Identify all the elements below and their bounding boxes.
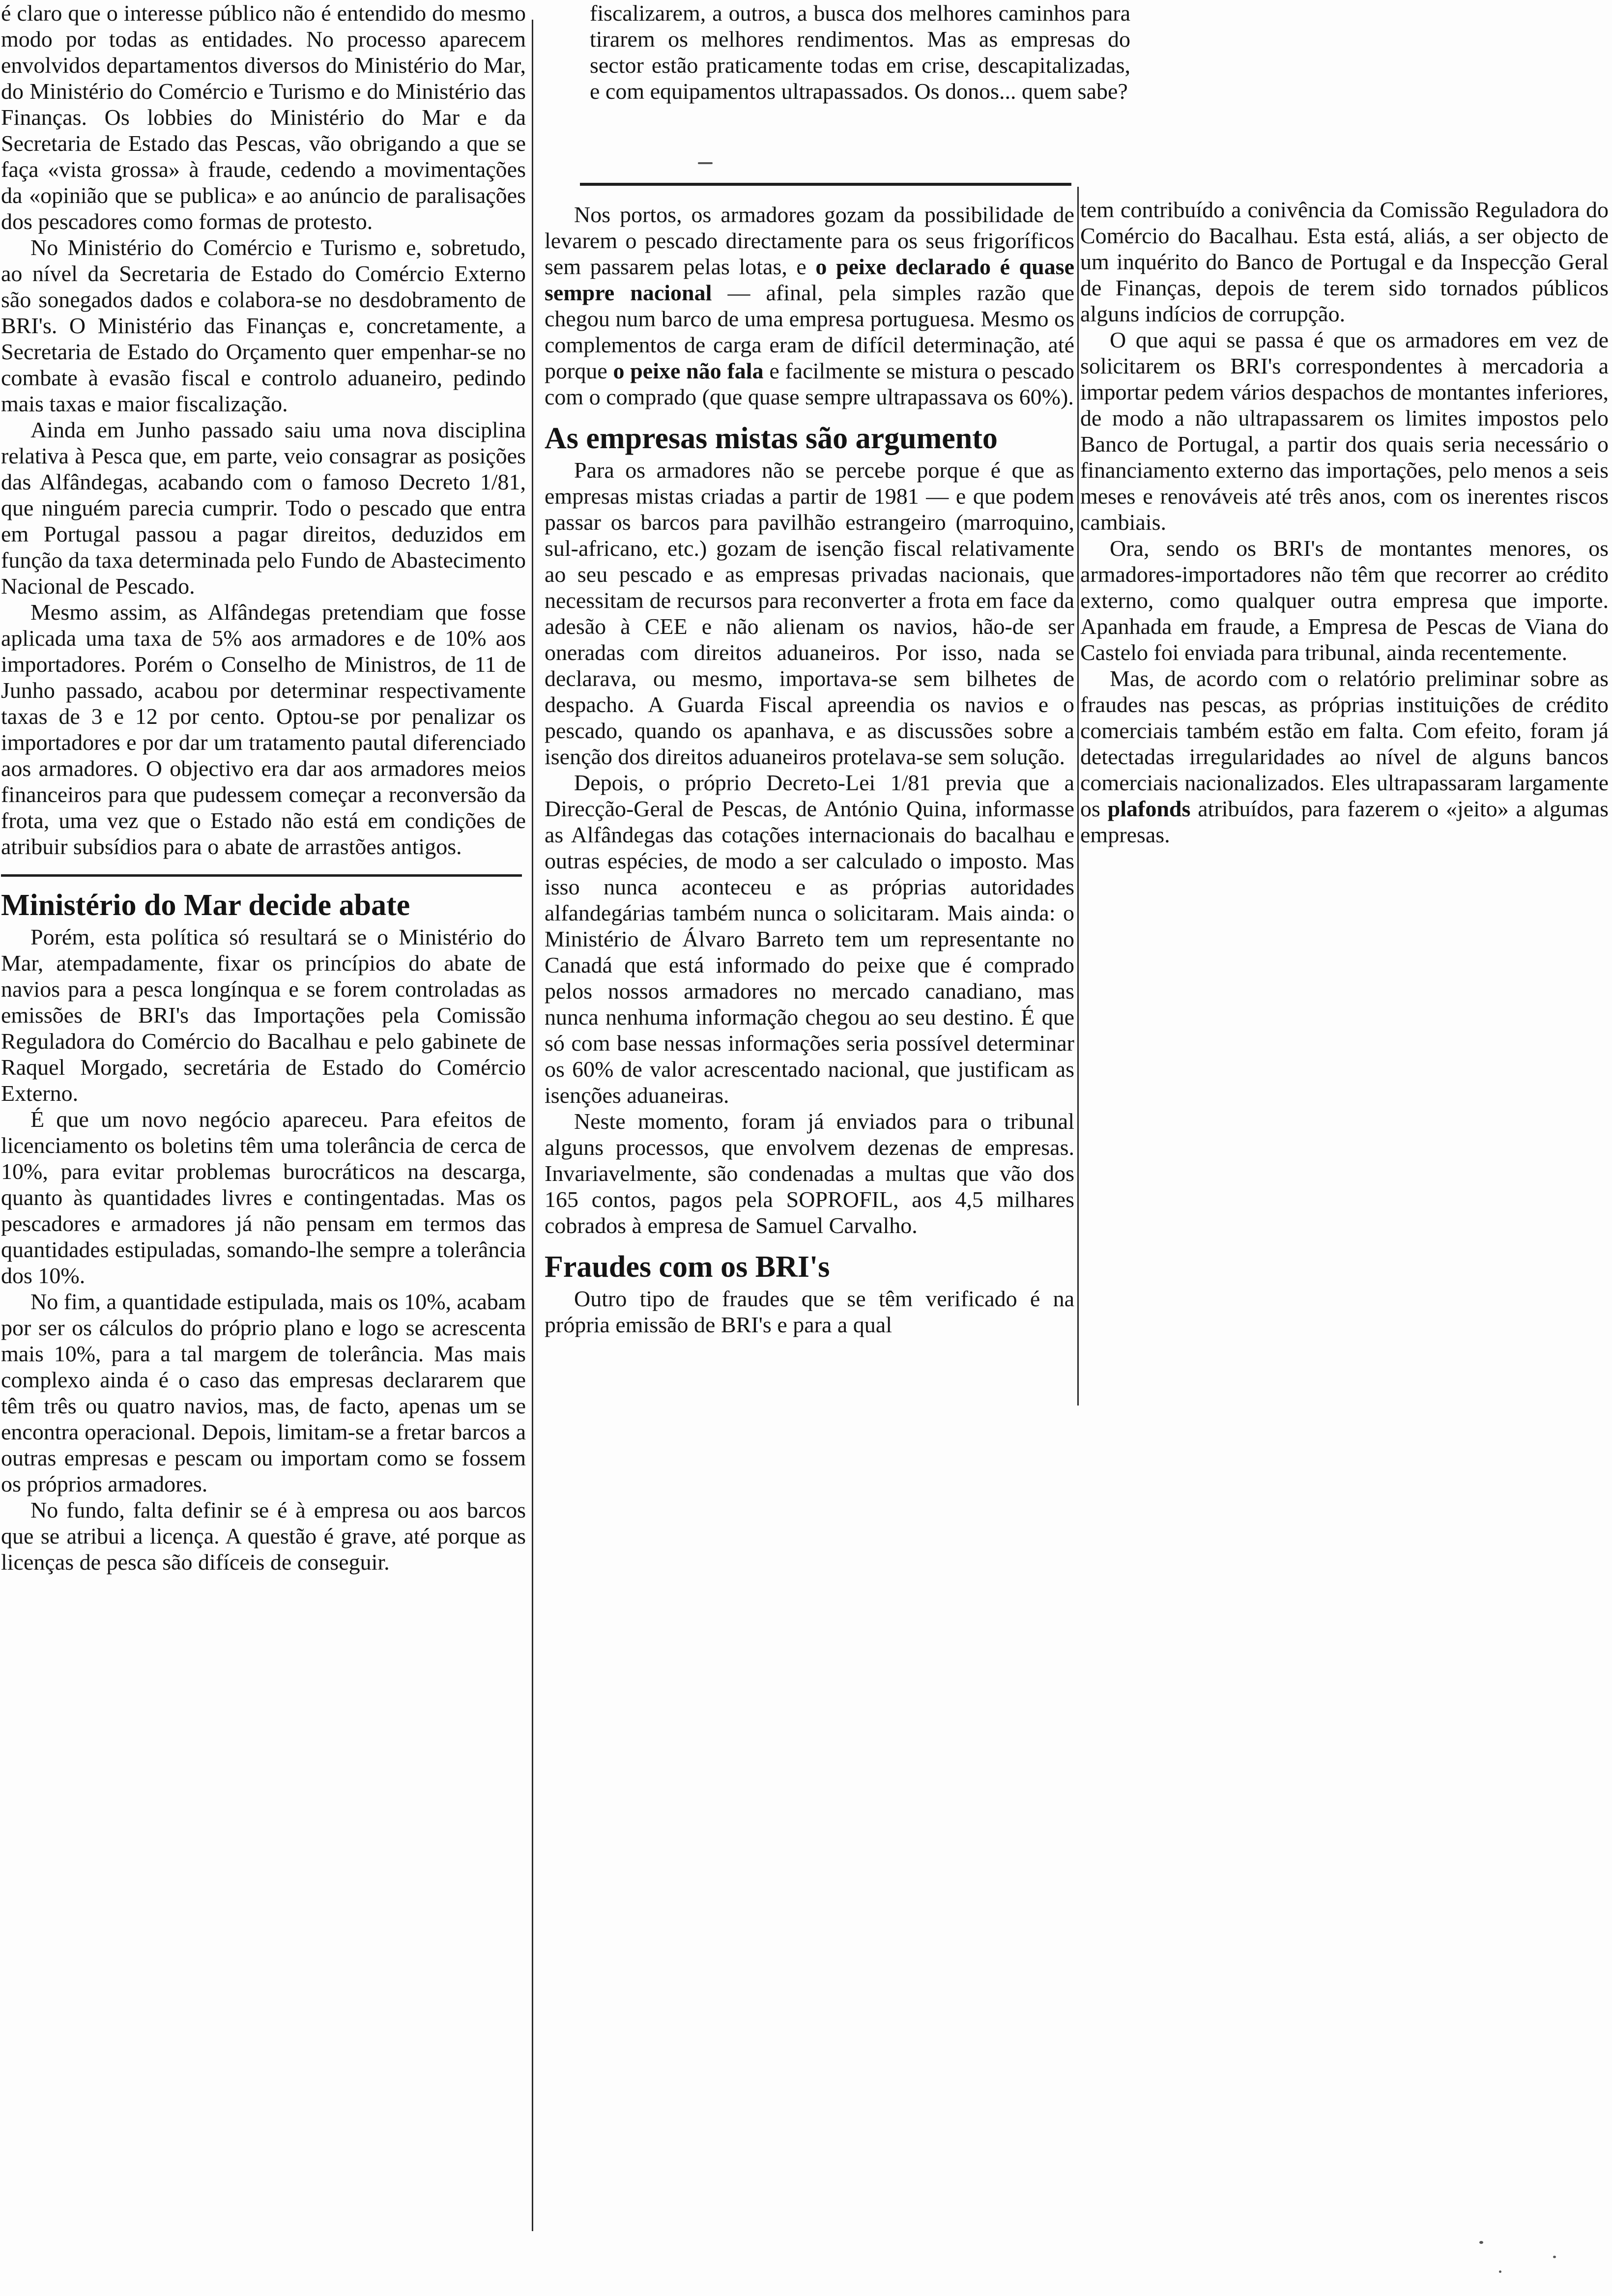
paragraph: Ora, sendo os BRI's de montantes menores, os armadores-importadores não têm que recorrer ao crédito externo, como qualquer outra empresa que importe. Apanhada em fraude, a Empresa de Pescas de Viana do Castelo foi enviada para tribunal, ainda recentemente. (1080, 536, 1609, 665)
article-column-3 (1080, 197, 1609, 848)
scan-speck (1479, 2241, 1483, 2244)
article-column-2 (545, 201, 1074, 1338)
paragraph: É que um novo negócio apareceu. Para efeitos de licenciamento os boletins têm uma tolerância de cerca de 10%, para evitar problemas burocráticos na descarga, quanto às quantidades livres e contingentadas. Mas os pescadores e armadores já não pensam em termos das quantidades estipuladas, somando-lhe sempre a tolerância dos 10%. (1, 1107, 526, 1288)
paragraph: tem contribuído a conivência da Comissão Reguladora do Comércio do Bacalhau. Esta está, aliás, a ser objecto de um inquérito do Banco de Portugal e da Inspecção Geral de Finanças, depois de terem sido tornados públicos alguns indícios de corrupção. (1080, 197, 1609, 326)
paragraph: Outro tipo de fraudes que se têm verificado é na própria emissão de BRI's e para a qual (545, 1286, 1074, 1337)
subheading-empresas-mistas: As empresas mistas são argumento (545, 422, 998, 455)
paragraph: Neste momento, foram já enviados para o tribunal alguns processos, que envolvem dezenas de empresas. Invariavelmente, são condenadas a multas que vão dos 165 contos, pagos pela SOPROFIL, aos 4,5 milhares cobrados à empresa de Samuel Carvalho. (545, 1109, 1074, 1238)
paragraph: Para os armadores não se percebe porque é que as empresas mistas criadas a partir de 1981 — e que podem passar os barcos para pavilhão estrangeiro (marroquino, sul-africano, etc.) gozam de isenção fiscal relativamente ao seu pescado e as empresas privadas nacionais, que necessitam de recursos para reconverter a frota em face da adesão à CEE e não alienam os navios, hão-de ser oneradas com direitos aduaneiros. Por isso, nada se declarava, ou mesmo, importava-se sem bilhetes de despacho. A Guarda Fiscal apreendia os navios e o pescado, quando os apanhava, e as discussões sobre a isenção dos direitos aduaneiros protelava-se sem solução. (545, 458, 1074, 769)
bold-phrase: o peixe não fala (613, 358, 764, 383)
paragraph: Ainda em Junho passado saiu uma nova disciplina relativa à Pesca que, em parte, veio consagrar as posições das Alfândegas, acabando com o famoso Decreto 1/81, que ninguém parecia cumprir. Todo o pescado que entra em Portugal passou a pagar direitos, deduzidos em função da taxa determinada pelo Fundo de Abastecimento Nacional de Pescado. (1, 417, 526, 599)
subheading-fraudes-bris: Fraudes com os BRI's (545, 1250, 830, 1284)
bold-phrase: o peixe declarado é quase sempre nacional (545, 254, 1075, 305)
paragraph: O que aqui se passa é que os armadores em vez de solicitarem os BRI's correspondentes à mercadoria a importar pedem vários despachos de montantes inferiores, de modo a não ultrapassarem os limites impostos pelo Banco de Portugal, a partir dos quais seria necessário o financiamento externo das importações, pelo menos a seis meses e renováveis até três anos, com os inerentes riscos cambiais. (1080, 327, 1609, 535)
paragraph: Mas, de acordo com o relatório preliminar sobre as fraudes nas pescas, as próprias instituições de crédito comerciais também estão em falta. Com efeito, foram já detectadas irregularidades ao nível de alguns bancos comerciais nacionalizados. Eles ultrapassaram largamente os plafonds atribuídos, para fazerem o «jeito» a algumas empresas. (1080, 666, 1609, 847)
article-column-2-top (590, 0, 1130, 104)
column-rule (532, 20, 533, 2231)
section-divider (1, 874, 522, 877)
paragraph: fiscalizarem, a outros, a busca dos melhores caminhos para tirarem os melhores rendimentos. Mas as empresas do sector estão praticamente todas em crise, descapitalizadas, e com equipamentos ultrapassados. Os donos... quem sabe? (590, 0, 1130, 104)
paragraph: Mesmo assim, as Alfândegas pretendiam que fosse aplicada uma taxa de 5% aos armadores e de 10% aos importadores. Porém o Conselho de Ministros, de 11 de Junho passado, acabou por determinar respectivamente taxas de 3 e 12 por cento. Optou-se por penalizar os importadores e por dar um tratamento pautal diferenciado aos armadores. O objectivo era dar aos armadores meios financeiros para que pudessem começar a reconversão da frota, uma vez que o Estado não está em condições de atribuir subsídios para o abate de arrastões antigos. (1, 600, 526, 859)
scan-speck (698, 162, 713, 164)
bold-word: plafonds (1107, 796, 1191, 821)
scan-speck (1553, 2256, 1556, 2258)
paragraph: No Ministério do Comércio e Turismo e, sobretudo, ao nível da Secretaria de Estado do Comércio Externo são sonegados dados e colabora-se no desdobramento de BRI's. O Ministério das Finanças e, concretamente, a Secretaria de Estado do Orçamento quer empenhar-se no combate à evasão fiscal e controlo aduaneiro, pedindo mais taxas e maior fiscalização. (1, 235, 526, 416)
paragraph: No fim, a quantidade estipulada, mais os 10%, acabam por ser os cálculos do próprio plano e logo se acrescenta mais 10%, para a tal margem de tolerância. Mas mais complexo ainda é o caso das empresas declararem que têm três ou quatro navios, mas, de facto, apenas um se encontra operacional. Depois, limitam-se a fretar barcos a outras empresas e pescam ou importam como se fossem os próprios armadores. (1, 1289, 526, 1496)
subheading-ministerio-do-mar: Ministério do Mar decide abate (1, 889, 410, 922)
paragraph: Nos portos, os armadores gozam da possibilidade de levarem o pescado directamente para os seus frigoríficos sem passarem pelas lotas, e o peixe declarado é quase sempre nacional — afinal, pela simples razão que chegou num barco de uma empresa portuguesa. Mesmo os complementos de carga eram de difícil determinação, até porque o peixe não fala e facilmente se mistura o pescado com o comprado (que quase sempre ultrapassava os 60%). (545, 202, 1075, 409)
scan-speck (1499, 2270, 1501, 2273)
paragraph: Porém, esta política só resultará se o Ministério do Mar, atempadamente, fixar os princípios do abate de navios para a pesca longínqua e se forem controladas as emissões de BRI's das Importações pela Comissão Reguladora do Comércio do Bacalhau e pelo gabinete de Raquel Morgado, secretária de Estado do Comércio Externo. (1, 924, 526, 1106)
section-divider (580, 183, 1071, 186)
paragraph: é claro que o interesse público não é entendido do mesmo modo por todas as entidades. No processo aparecem envolvidos departamentos diversos do Ministério do Mar, do Ministério do Comércio e Turismo e do Ministério das Finanças. Os lobbies do Ministério do Mar e da Secretaria de Estado das Pescas, vão obrigando a que se faça «vista grossa» à fraude, cedendo a movimentações da «opinião que se publica» e ao anúncio de paralisações dos pescadores como formas de protesto. (1, 0, 526, 234)
paragraph: No fundo, falta definir se é à empresa ou aos barcos que se atribui a licença. A questão é grave, até porque as licenças de pesca são difíceis de conseguir. (1, 1497, 526, 1575)
paragraph: Depois, o próprio Decreto-Lei 1/81 previa que a Direcção-Geral de Pescas, de António Quina, informasse as Alfândegas das cotações internacionais do bacalhau e outras espécies, de modo a ser calculado o imposto. Mas isso nunca aconteceu e as próprias autoridades alfandegárias também nunca o solicitaram. Mais ainda: o Ministério de Álvaro Barreto tem um representante no Canadá que está informado do peixe que é comprado pelos nossos armadores no mercado canadiano, mas nunca nenhuma informação chegou ao seu destino. É que só com base nessas informações seria possível determinar os 60% de valor acrescentado nacional, que justificam as isenções aduaneiras. (545, 770, 1074, 1108)
article-column-1 (1, 0, 526, 1575)
column-rule (1077, 187, 1079, 1406)
